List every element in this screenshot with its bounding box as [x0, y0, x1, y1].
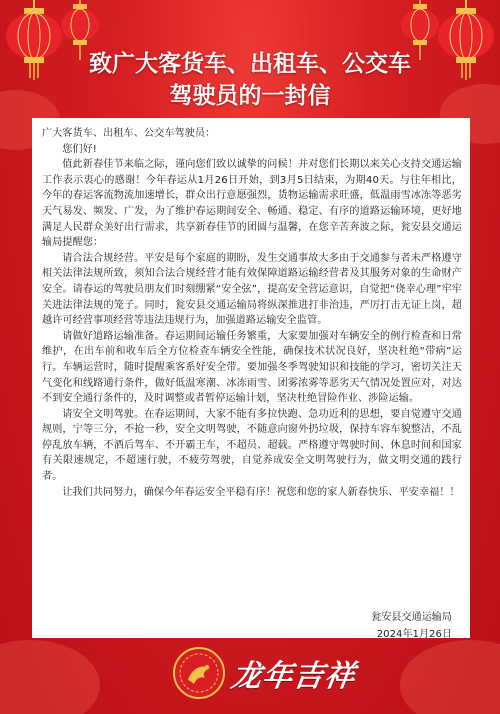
letter-signature-block [371, 609, 452, 643]
footer-slogan: 龙年吉祥 [229, 659, 358, 694]
letter-body [42, 126, 462, 500]
letter-paragraph-legal-operation: 请合法合规经营。平安是每个家庭的期盼，发生交通事故大多由于交通参与者未严格遵守相关法律法规所致，须知合法合规经营才能有效保障道路运输经营者及其服务对象的生命财产安全。请春运的驾驶员朋友们时刻绷紧“安全弦”，提高安全营运意识，自觉把“侥幸心理”牢牢关进法律法规的笼子。同时，瓮安县交通运输局将纵深推进打非治违，严厉打击无证上岗，超越许可经营事项经营等违法违规行为，加强道路运输安全监管。 [42, 252, 462, 327]
letter-salutation: 广大客货车、出租车、公交车驾驶员： [42, 128, 216, 139]
title-line-1: 致广大客货车、出租车、公交车 [89, 51, 411, 77]
dragon-emblem-icon [172, 646, 226, 700]
letter-paragraph-intro: 值此新春佳节来临之际，谨向您们致以诚挚的问候！并对您们长期以来关心支持交通运输工作表示衷心的感谢！今年春运从1月26日开始，到3月5日结束，为期40天。与往年相比，今年的春运客流物流加速增长，群众出行意愿强烈，货物运输需求旺盛，低温雨雪冰冻等恶劣天气易发、频发、广发，为了维护春运期间安全、畅通、稳定、有序的道路运输环境，更好地满足人民群众美好出行需求，共享新春佳节的团圆与温馨，在您辛苦奔波之际，瓮安县交通运输局提醒您： [42, 159, 462, 249]
letter-paragraph-closing: 让我们共同努力，确保今年春运安全平稳有序！祝您和您的家人新春快乐、平安幸福！！ [62, 486, 460, 498]
letter-paragraph-transport-preparation: 请做好道路运输准备。春运期间运输任务繁重，大家要加强对车辆安全的例行检查和日常维护，在出车前和收车后全方位检查车辆安全性能，确保技术状况良好，坚决杜绝“带病”运行。车辆运营时，随时提醒乘客系好安全带。要加强冬季驾驶知识和技能的学习，密切关注天气变化和线路通行条件，做好低温寒潮、冰冻雨雪、团雾浓雾等恶劣天气情况处置应对，对达不到安全通行条件的，及时调整或者暂停运输计划，坚决杜绝冒险作业、涉险运输。 [42, 330, 462, 405]
letter-greeting: 您们好! [62, 143, 97, 155]
letter-paragraph-safe-driving: 请安全文明驾驶。在春运期间，大家不能有多拉快跑、急功近利的思想，要自觉遵守交通规则，宁等三分，不抢一秒，安全文明驾驶，不随意向窗外扔垃圾，保持车容车貌整洁，不乱停乱放车辆，不酒后驾车、不开霸王车，不超员、超载。严格遵守驾驶时间、休息时间和国家有关限速规定，不超速行驶，不疲劳驾驶，自觉养成安全文明驾驶行为，做文明交通的践行者。 [42, 408, 462, 483]
title-line-2: 驾驶员的一封信 [169, 83, 331, 109]
letter-signature: 瓮安县交通运输局 [371, 612, 452, 623]
letter-date: 2024年1月26日 [376, 629, 452, 640]
page-title [0, 48, 500, 112]
